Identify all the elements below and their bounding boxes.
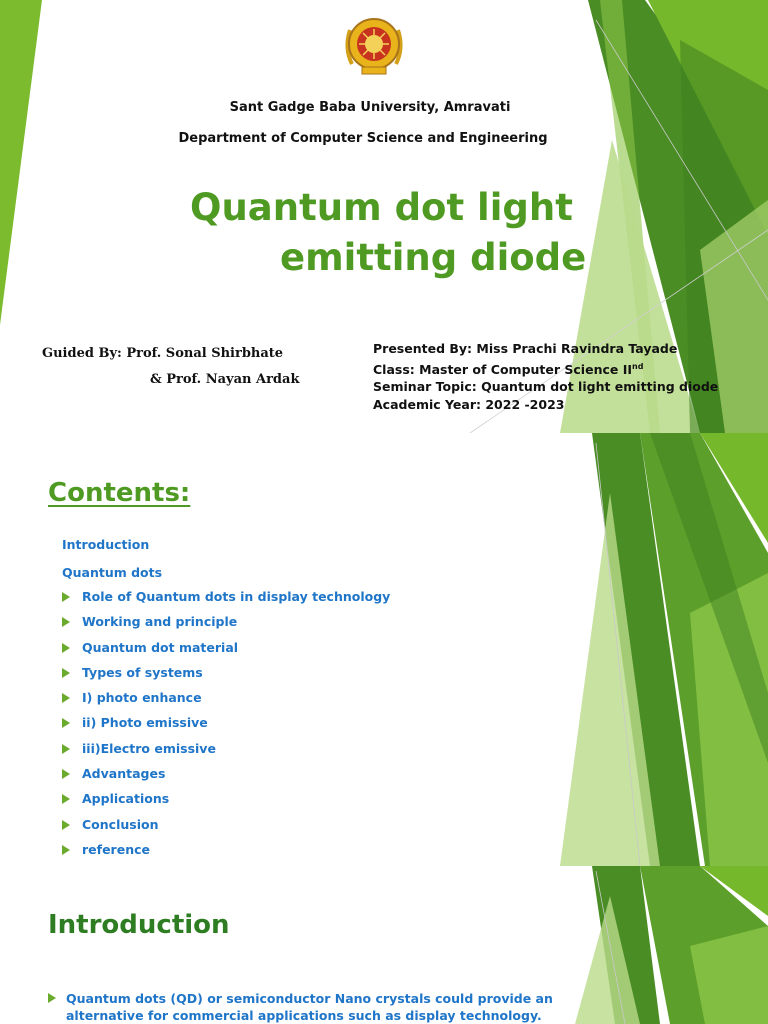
introduction-line-2: alternative for commercial applications such as display technology. bbox=[66, 1008, 542, 1023]
bullet-arrow-icon bbox=[62, 668, 70, 678]
introduction-line-1: Quantum dots (QD) or semiconductor Nano crystals could provide an bbox=[66, 991, 553, 1006]
introduction-text bbox=[66, 990, 553, 1024]
list-item-label: Types of systems bbox=[82, 664, 203, 680]
list-item-label: Conclusion bbox=[82, 816, 159, 832]
introduction-heading: Introduction bbox=[48, 910, 230, 940]
list-item-label: iii)Electro emissive bbox=[82, 740, 216, 756]
list-item-label: I) photo enhance bbox=[82, 690, 202, 706]
bullet-arrow-icon bbox=[62, 718, 70, 728]
list-item bbox=[62, 790, 390, 815]
presenter-details bbox=[373, 340, 763, 413]
guided-by-line-1: Guided By: Prof. Sonal Shirbhate bbox=[42, 346, 284, 361]
list-item-label: Working and principle bbox=[82, 614, 238, 630]
university-logo bbox=[338, 12, 410, 78]
bullet-arrow-icon bbox=[48, 993, 56, 1003]
list-item-label: Applications bbox=[82, 791, 170, 807]
academic-year: Academic Year: 2022 -2023 bbox=[373, 396, 565, 412]
contents-item-introduction: Introduction bbox=[62, 537, 150, 552]
presentation-title bbox=[190, 183, 620, 283]
guided-by-line-2: & Prof. Nayan Ardak bbox=[150, 372, 300, 387]
list-item bbox=[62, 613, 390, 638]
bullet-arrow-icon bbox=[62, 592, 70, 602]
list-item-label: reference bbox=[82, 841, 150, 857]
university-name: Sant Gadge Baba University, Amravati bbox=[229, 100, 511, 115]
bullet-arrow-icon bbox=[62, 794, 70, 804]
contents-item-quantum-dots: Quantum dots bbox=[62, 565, 163, 580]
list-item bbox=[62, 714, 390, 739]
seminar-topic: Seminar Topic: Quantum dot light emitting diode bbox=[373, 379, 719, 395]
class-suffix: nd bbox=[632, 361, 644, 371]
bullet-arrow-icon bbox=[62, 845, 70, 855]
list-item bbox=[62, 689, 390, 714]
list-item bbox=[62, 664, 390, 689]
title-line-1: Quantum dot light bbox=[190, 186, 573, 229]
department-name: Department of Computer Science and Engineering bbox=[178, 131, 548, 146]
list-item-label: ii) Photo emissive bbox=[82, 715, 208, 731]
class-label: Class: Master of Computer Science II bbox=[373, 361, 633, 377]
bullet-arrow-icon bbox=[62, 769, 70, 779]
bullet-arrow-icon bbox=[62, 617, 70, 627]
list-item bbox=[62, 588, 390, 613]
title-line-2: emitting diode bbox=[280, 236, 587, 279]
introduction-slide bbox=[0, 866, 768, 1024]
contents-bullet-list bbox=[62, 588, 390, 866]
list-item bbox=[62, 816, 390, 841]
presented-by: Presented By: Miss Prachi Ravindra Tayade bbox=[373, 341, 678, 356]
list-item bbox=[62, 841, 390, 866]
list-item bbox=[62, 639, 390, 664]
title-slide bbox=[0, 0, 768, 433]
bullet-arrow-icon bbox=[62, 820, 70, 830]
contents-slide bbox=[0, 433, 768, 866]
contents-heading: Contents: bbox=[48, 478, 191, 508]
bullet-arrow-icon bbox=[62, 744, 70, 754]
class-info bbox=[373, 358, 763, 379]
list-item-label: Quantum dot material bbox=[82, 639, 239, 655]
list-item-label: Advantages bbox=[82, 766, 166, 782]
university-seal-icon bbox=[338, 12, 410, 78]
bullet-arrow-icon bbox=[62, 693, 70, 703]
list-item bbox=[62, 765, 390, 790]
introduction-bullet bbox=[48, 990, 568, 1024]
list-item bbox=[62, 740, 390, 765]
bullet-arrow-icon bbox=[62, 643, 70, 653]
list-item-label: Role of Quantum dots in display technology bbox=[82, 589, 391, 604]
